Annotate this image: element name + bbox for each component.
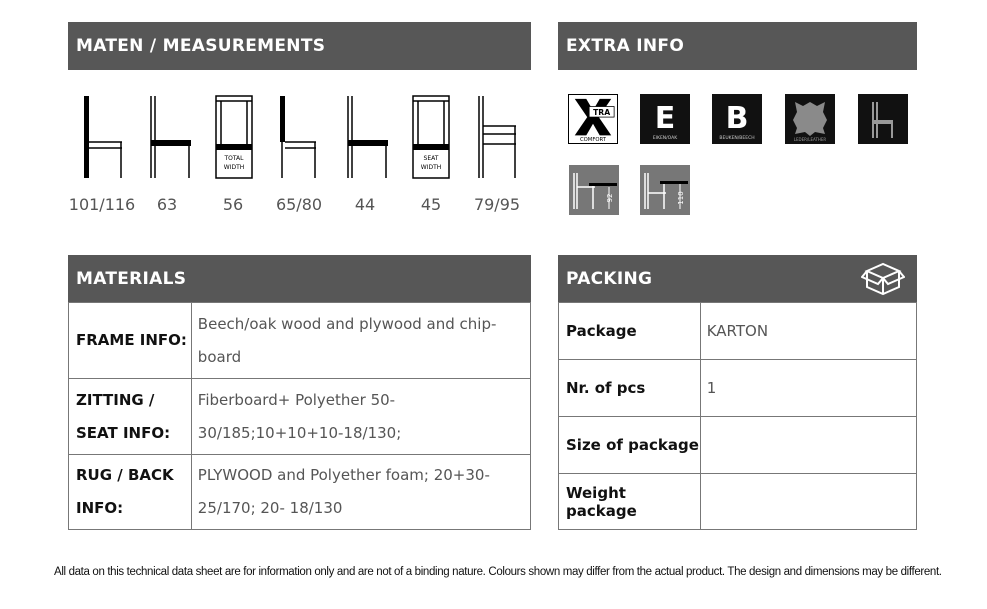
measurements-header (68, 22, 531, 70)
measure-value-4: 65/80 (275, 195, 323, 214)
materials-table (68, 302, 531, 530)
oak-caption: EIKEN/OAK (652, 136, 678, 141)
chair-arm-icon (858, 94, 908, 144)
xtra-text: TRA (593, 108, 611, 118)
measurements-title: MATEN / MEASUREMENTS (76, 36, 326, 56)
beech-letter: B (725, 101, 749, 136)
leather-icon (785, 94, 835, 144)
seat-info-label: ZITTING / SEAT INFO: (69, 379, 192, 455)
table-row (559, 474, 917, 530)
frame-info-label: FRAME INFO: (69, 303, 192, 379)
back-info-label: RUG / BACK INFO: (69, 455, 192, 530)
weight-label: Weight package (559, 474, 701, 530)
seat-width-label-1: SEAT (423, 155, 439, 162)
frame-info-value: Beech/oak wood and plywood and chip- board (191, 303, 530, 379)
box-icon (861, 261, 905, 297)
disclaimer-text: All data on this technical data sheet are for information only and are not of a binding nature. Colours shown may differ from the actual product. The design and dimensions may be different. (54, 566, 942, 578)
chair-seat-width-icon (402, 92, 462, 180)
size-label: Size of package (559, 417, 701, 474)
oak-letter: E (654, 101, 676, 136)
weight-value (700, 474, 916, 530)
beech-caption: BEUKEN/BEECH (719, 136, 755, 141)
packing-table (558, 302, 917, 530)
measure-value-1: 101/116 (68, 195, 136, 214)
chair-seat-height-icon (342, 92, 402, 180)
table-row (559, 303, 917, 360)
materials-header (68, 255, 531, 302)
extra-info-header (558, 22, 917, 70)
table-row (69, 303, 531, 379)
beech-icon (712, 94, 762, 144)
chair-height-icon (80, 92, 140, 180)
seat-width-label-2: WIDTH (420, 164, 442, 171)
measure-value-3: 56 (222, 195, 244, 214)
measure-value-5: 44 (354, 195, 376, 214)
table-row (559, 417, 917, 474)
seat-info-value: Fiberboard+ Polyether 50- 30/185;10+10+10-18/130; (191, 379, 530, 455)
package-value: KARTON (700, 303, 916, 360)
measure-value-6: 45 (420, 195, 442, 214)
table-height-92-number: 92 (606, 193, 614, 203)
size-value (700, 417, 916, 474)
comfort-text: COMFORT (579, 137, 607, 144)
table-row (69, 455, 531, 530)
xtra-comfort-icon (568, 94, 618, 144)
packing-header (558, 255, 917, 302)
extra-info-title: EXTRA INFO (566, 36, 685, 56)
leather-caption: LEDER/LEATHER (793, 137, 827, 142)
package-label: Package (559, 303, 701, 360)
measure-value-7: 79/95 (473, 195, 521, 214)
packing-title: PACKING (566, 268, 653, 289)
chair-back-height-icon (276, 92, 336, 180)
pcs-label: Nr. of pcs (559, 360, 701, 417)
table-row (69, 379, 531, 455)
oak-icon (640, 94, 690, 144)
table-height-110-number: 110 (677, 191, 685, 205)
table-row (559, 360, 917, 417)
chair-armrest-height-icon (474, 92, 534, 180)
chair-seat-depth-icon (145, 92, 205, 180)
back-info-value: PLYWOOD and Polyether foam; 20+30- 25/170; 20- 18/130 (191, 455, 530, 530)
table-height-110-icon (640, 165, 690, 215)
table-height-92-icon (569, 165, 619, 215)
pcs-value: 1 (700, 360, 916, 417)
total-width-label-1: TOTAL (224, 155, 244, 162)
chair-total-width-icon (205, 92, 265, 180)
measure-value-2: 63 (156, 195, 178, 214)
total-width-label-2: WIDTH (223, 164, 245, 171)
materials-title: MATERIALS (76, 268, 187, 289)
